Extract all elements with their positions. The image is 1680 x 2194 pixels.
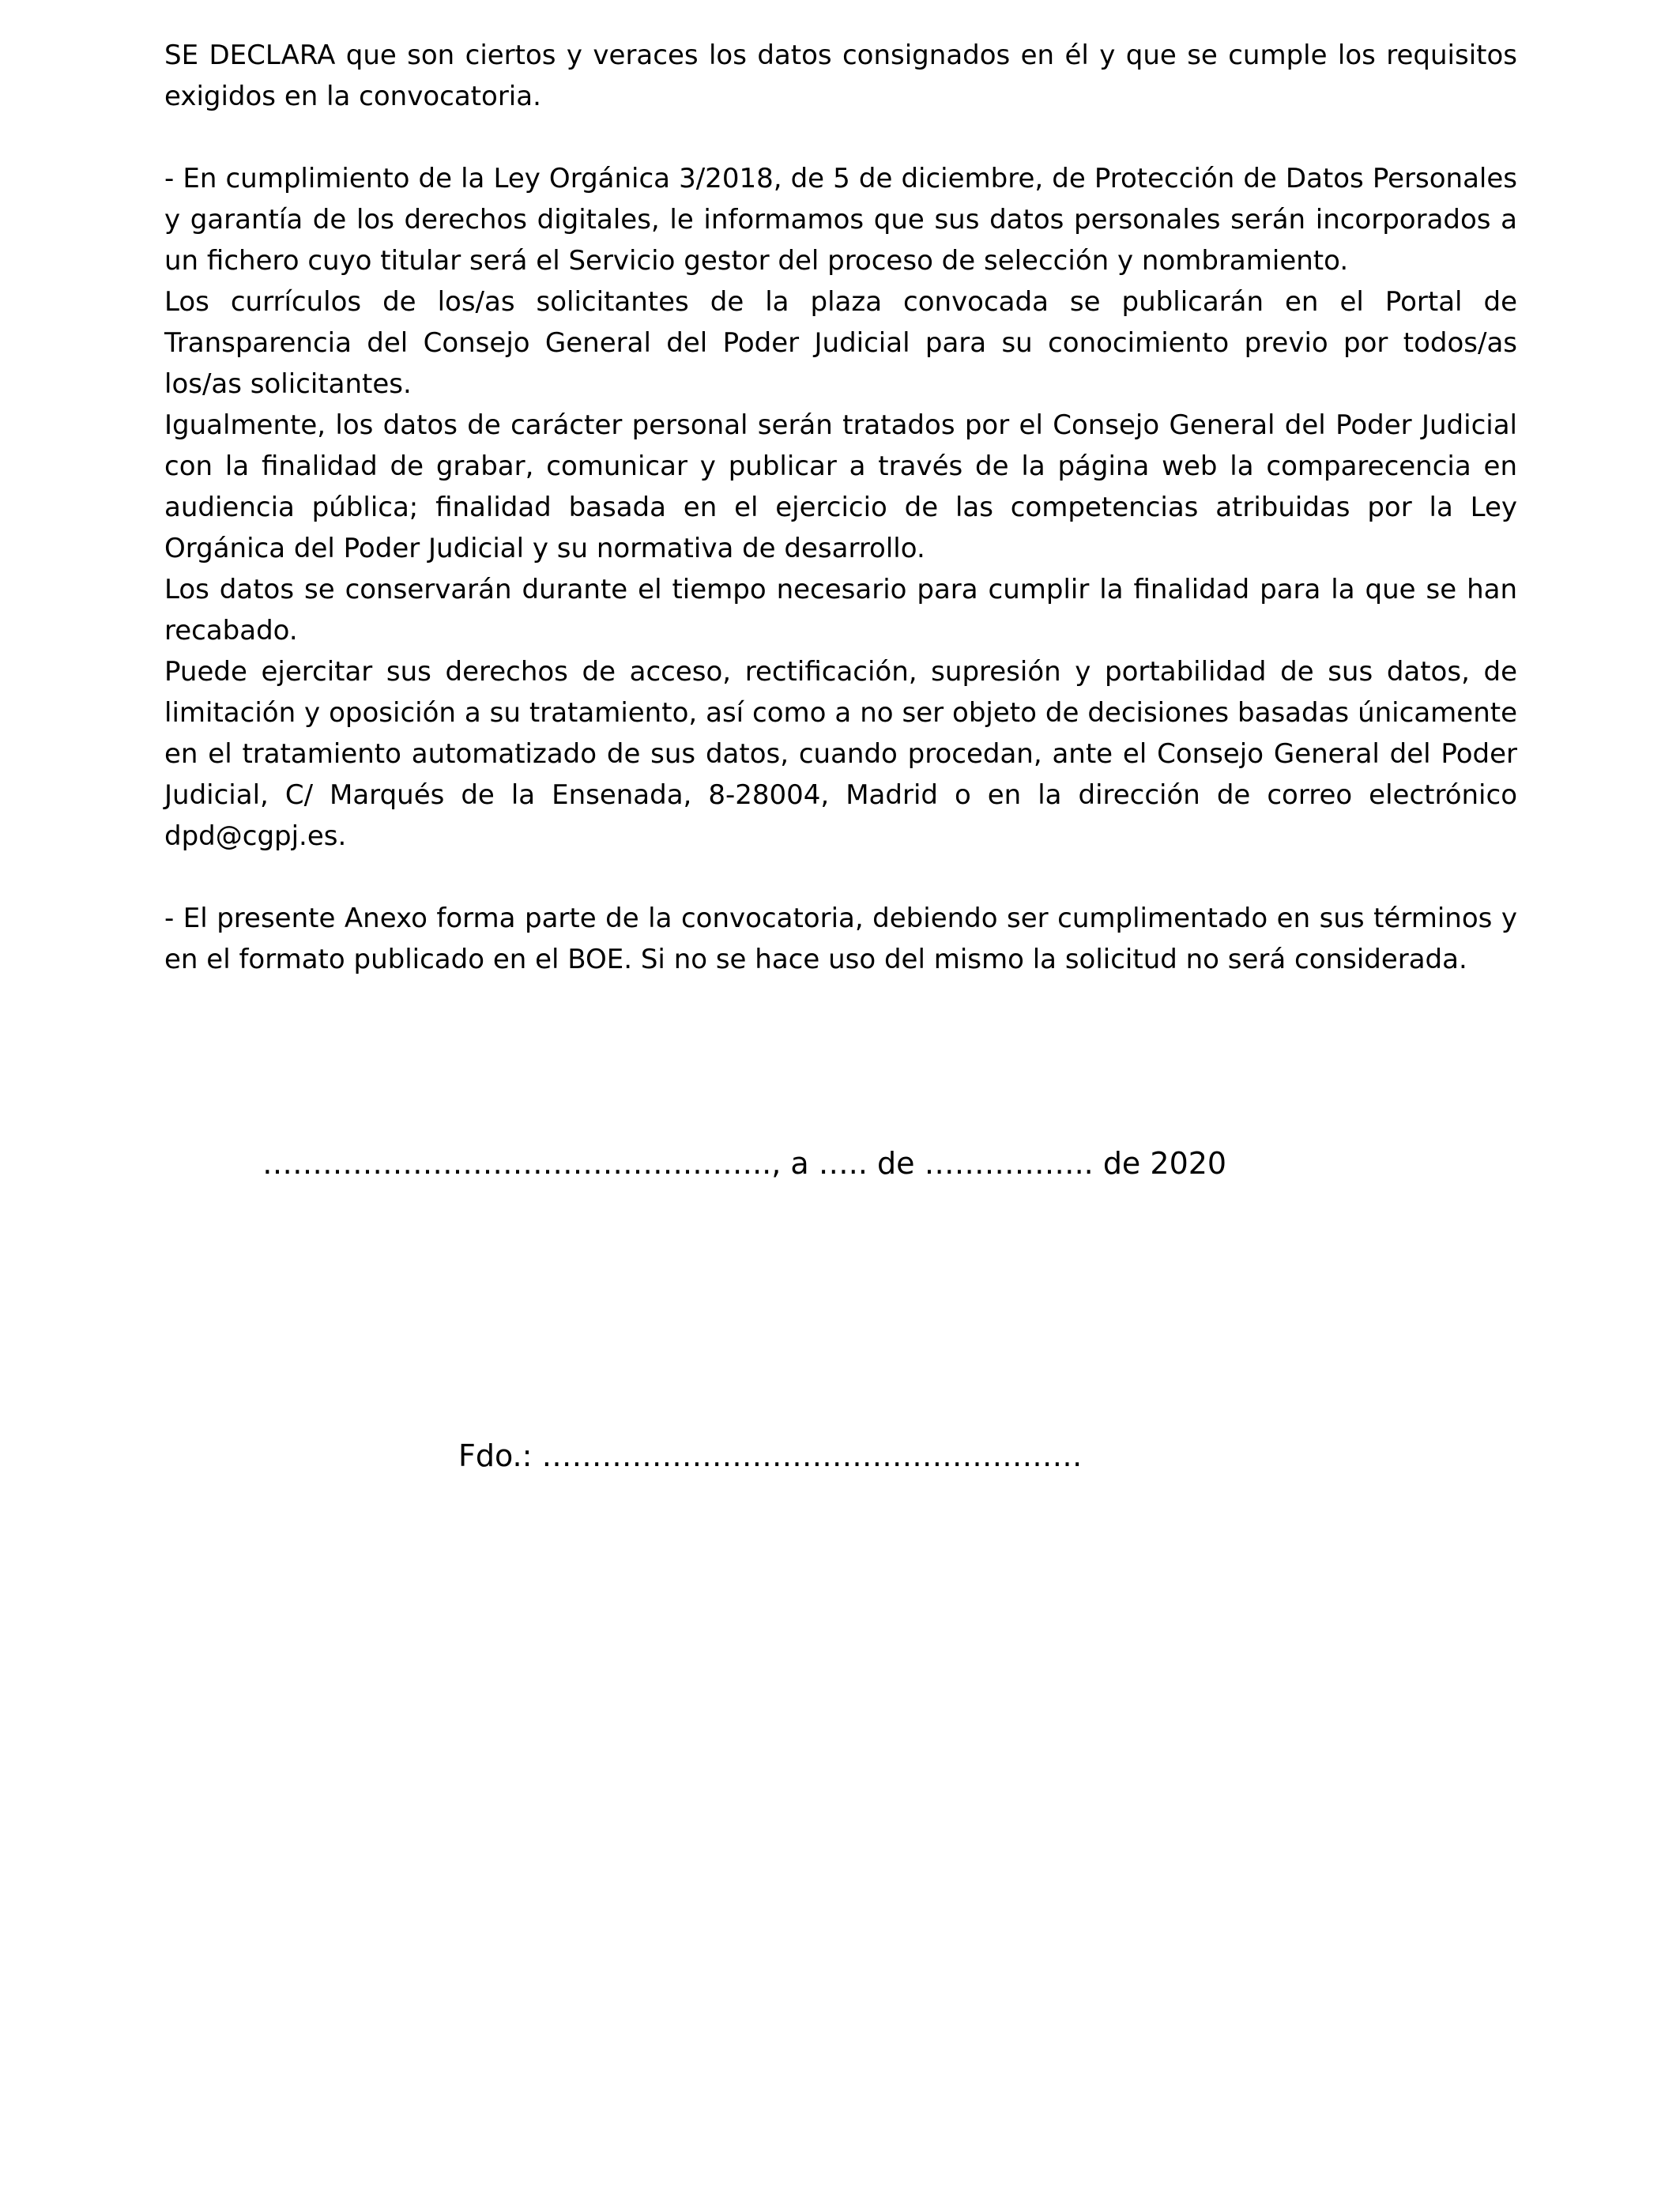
signature-line: Fdo.: ………………………………………………	[458, 1438, 1083, 1473]
place-date-line: …………………………………….…….., a ….. de …………….. de 2020	[262, 1146, 1227, 1181]
data-rights-paragraph: Puede ejercitar sus derechos de acceso, rectificación, supresión y portabilidad de sus datos, de limitación y oposición a su tratamiento, así como a no ser objeto de decisiones basadas únicamente en el tratamiento automatizado de sus datos, cuando procedan, ante el Consejo General del Poder Judicial, C/ Marqués de la Ensenada, 8-28004, Madrid o en la dirección de correo electrónico dpd@cgpj.es.	[164, 656, 1517, 852]
curricula-publication-paragraph: Los currículos de los/as solicitantes de la plaza convocada se publicarán en el Portal de Transparencia del Consejo General del Poder Judicial para su conocimiento previo por todos/as los/as solicitantes.	[164, 286, 1517, 400]
data-retention-paragraph: Los datos se conservarán durante el tiempo necesario para cumplir la finalidad para la que se han recabado.	[164, 574, 1517, 647]
paragraph-spacer	[164, 857, 1517, 898]
data-protection-intro-paragraph: - En cumplimiento de la Ley Orgánica 3/2018, de 5 de diciembre, de Protección de Datos Personales y garantía de los derechos digitales, le informamos que sus datos personales serán incorporados a un fichero cuyo titular será el Servicio gestor del proceso de selección y nombramiento.	[164, 163, 1517, 277]
data-treatment-paragraph: Igualmente, los datos de carácter personal serán tratados por el Consejo General del Poder Judicial con la finalidad de grabar, comunicar y publicar a través de la página web la comparecencia en audiencia pública; finalidad basada en el ejercicio de las competencias atribuidas por la Ley Orgánica del Poder Judicial y su normativa de desarrollo.	[164, 409, 1517, 564]
declaration-paragraph: SE DECLARA que son ciertos y veraces los datos consignados en él y que se cumple los requisitos exigidos en la convocatoria.	[164, 40, 1517, 112]
paragraph-spacer	[164, 117, 1517, 158]
document-body	[164, 35, 1517, 980]
annex-note-paragraph: - El presente Anexo forma parte de la convocatoria, debiendo ser cumplimentado en sus términos y en el formato publicado en el BOE. Si no se hace uso del mismo la solicitud no será considerada.	[164, 903, 1517, 975]
